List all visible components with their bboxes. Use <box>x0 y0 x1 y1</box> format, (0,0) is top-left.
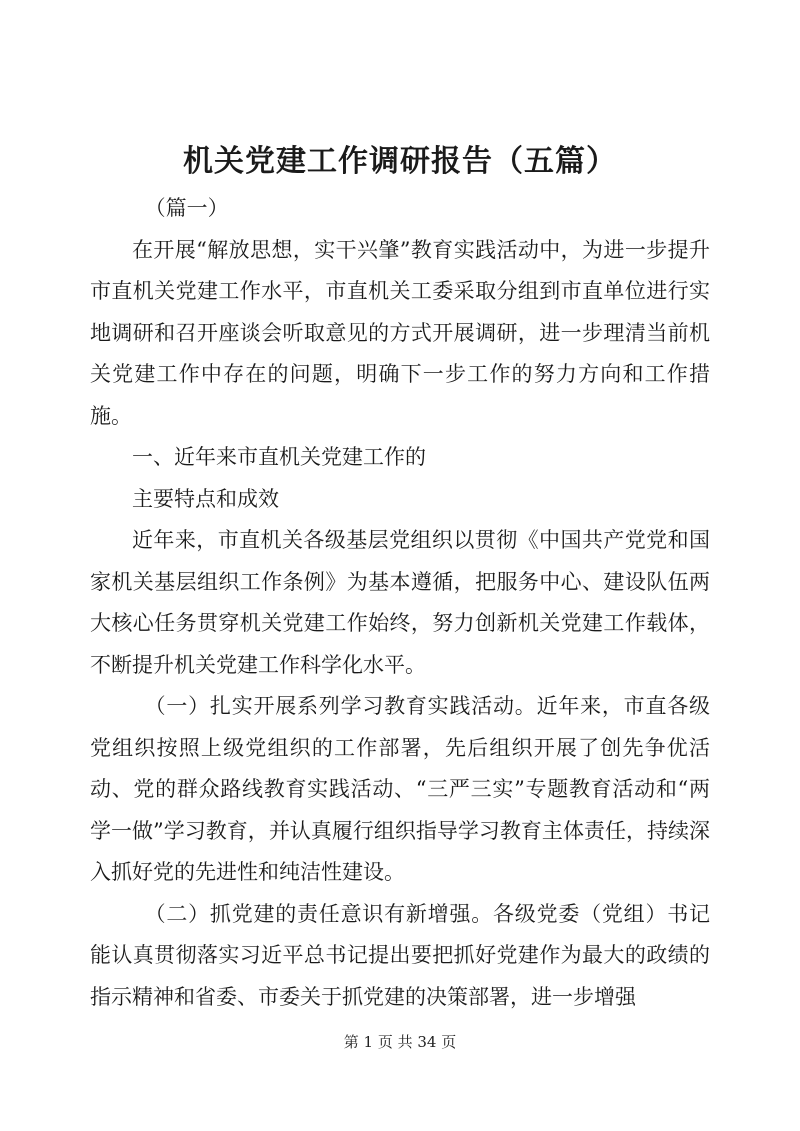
paragraph: （二）抓党建的责任意识有新增强。各级党委（党组）书记能认真贯彻落实习近平总书记提出要把抓好党建作为最大的政绩的指示精神和省委、市委关于抓党建的决策部署，进一步增强 <box>90 901 710 1009</box>
section-label: （篇一） <box>144 196 229 220</box>
section-heading: 一、近年来市直机关党建工作的 <box>132 445 426 469</box>
document-title: 机关党建工作调研报告（五篇） <box>183 144 617 179</box>
paragraph: 近年来，市直机关各级基层党组织以贯彻《中国共产党党和国家机关基层组织工作条例》为基本遵循，把服务中心、建设队伍两大核心任务贯穿机关党建工作始终，努力创新机关党建工作载体，不断提升机关党建工作科学化水平。 <box>90 528 710 677</box>
section-heading: 主要特点和成效 <box>132 486 279 511</box>
document-body <box>90 188 710 1018</box>
page-footer: 第 1 页 共 34 页 <box>343 1033 457 1051</box>
paragraph: （一）扎实开展系列学习教育实践活动。近年来，市直各级党组织按照上级党组织的工作部署，先后组织开展了创先争优活动、党的群众路线教育实践活动、“三严三实”专题教育活动和“两学一做”学习教育，并认真履行组织指导学习教育主体责任，持续深入抓好党的先进性和纯洁性建设。 <box>90 694 710 884</box>
paragraph: 在开展“解放思想，实干兴肇”教育实践活动中，为进一步提升市直机关党建工作水平，市直机关工委采取分组到市直单位进行实地调研和召开座谈会听取意见的方式开展调研，进一步理清当前机关党建工作中存在的问题，明确下一步工作的努力方向和工作措施。 <box>90 237 710 428</box>
